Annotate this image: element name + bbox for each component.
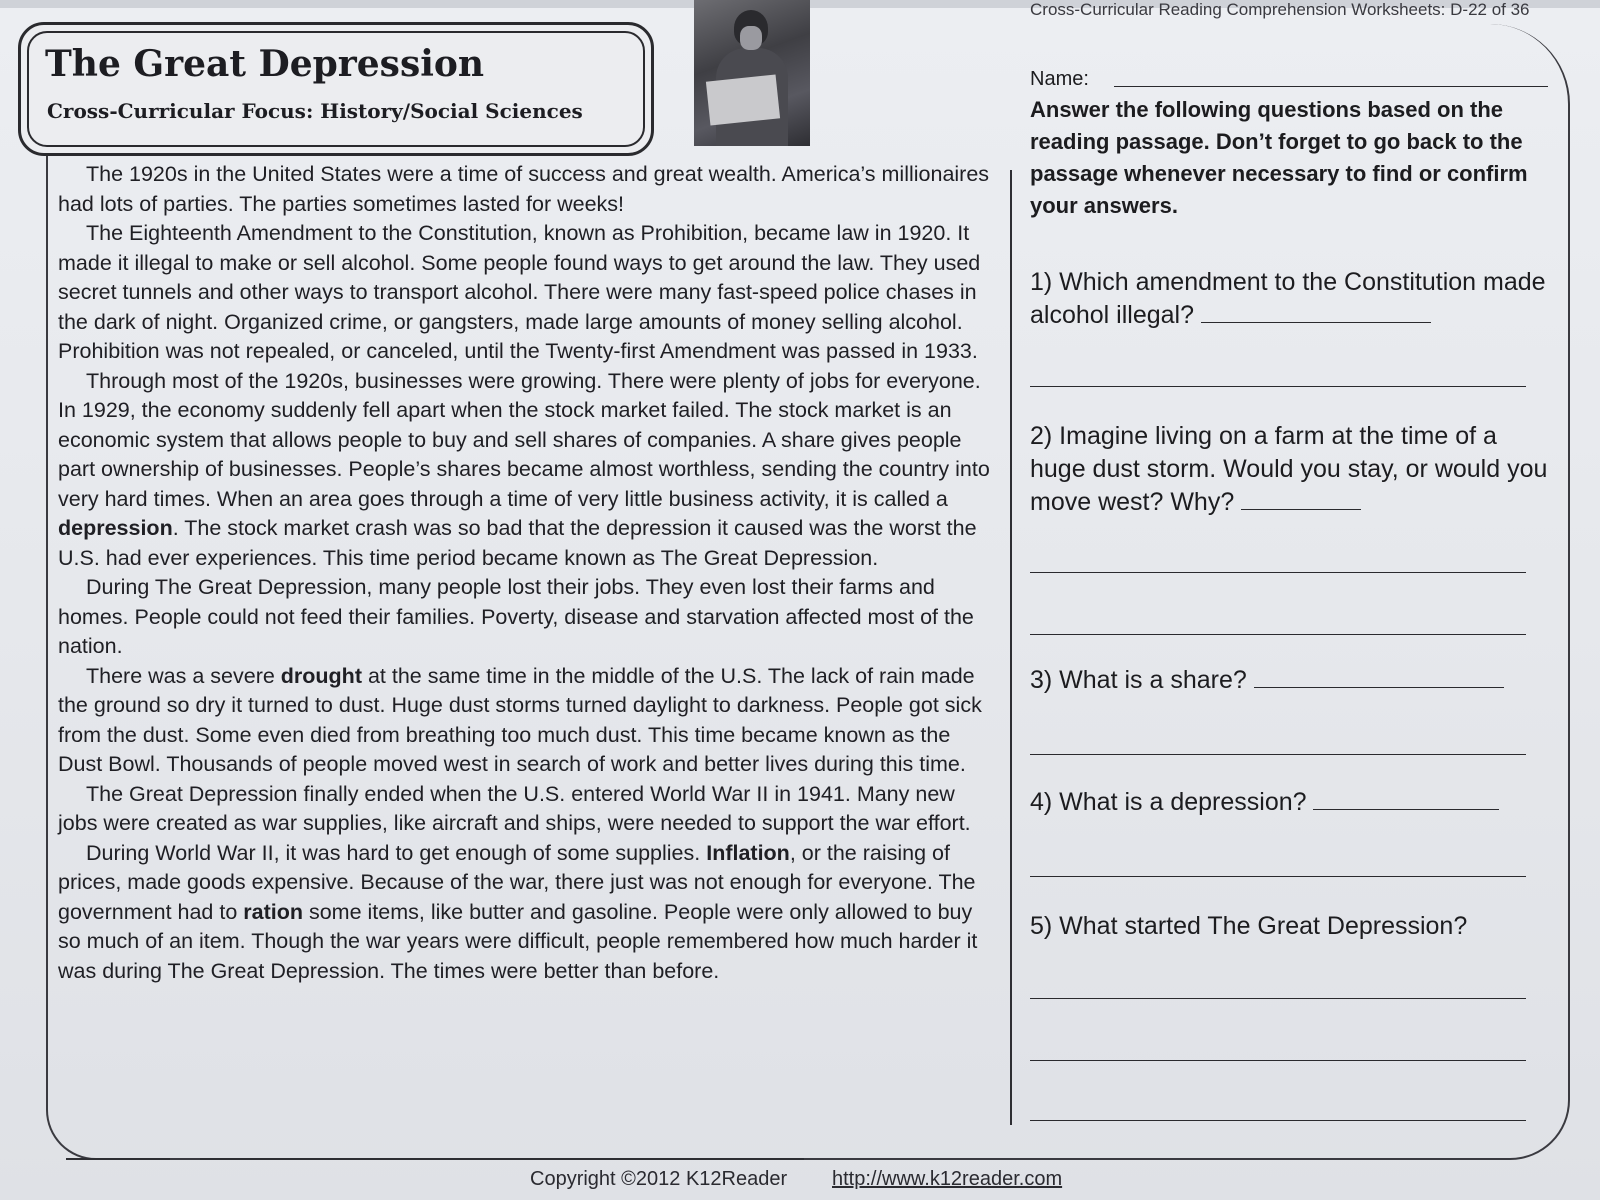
passage-text: some items, like butter and gasoline. People were only allowed to buy so much of an item. Though the war years were difficult, people remembered how much harder it was during The Great Depression. The times were better than before. xyxy=(58,899,978,983)
vocab-term: Inflation xyxy=(706,840,790,865)
passage-text: Through most of the 1920s, businesses were growing. There were plenty of jobs for everyone. In 1929, the economy suddenly fell apart when the stock market failed. The stock market is an economic system that allows people to buy and sell shares of companies. A share gives people part ownership of businesses. People’s shares became almost worthless, sending the country into very hard times. When an area goes through a time of very little business activity, it is called a xyxy=(58,368,990,511)
bottom-rule-left xyxy=(66,1158,170,1160)
answer-2-line-a[interactable] xyxy=(1030,572,1526,573)
passage-text: , or the raising of prices, made goods expensive. Because of the war, there just was not enough for everyone. The government had to xyxy=(58,840,976,924)
question-4-text: 4) What is a depression? xyxy=(1030,788,1307,816)
name-label: Name: xyxy=(1030,68,1089,90)
question-5 xyxy=(1030,910,1550,943)
answer-4-inline-line[interactable] xyxy=(1313,789,1499,810)
question-3 xyxy=(1030,664,1550,697)
column-divider xyxy=(1010,170,1012,1125)
question-3-text: 3) What is a share? xyxy=(1030,666,1247,694)
depression-era-photo xyxy=(694,0,810,146)
title-box xyxy=(18,22,654,156)
passage-text: . The stock market crash was so bad that the depression it caused was the worst the U.S. had ever experiences. This time period became known as The Great Depression. xyxy=(58,516,977,570)
photo-figure-face xyxy=(740,26,762,50)
passage-text: at the same time in the middle of the U.S. The lack of rain made the ground so dry it turned to dust. Huge dust storms turned daylight to darkness. People got sick from the dust. Some even died from breathing too much dust. This time became known as the Dust Bowl. Thousands of people moved west in search of work and better lives during this time. xyxy=(58,663,982,776)
passage-text: The Eighteenth Amendment to the Constitution, known as Prohibition, became law in 1920. It made it illegal to make or sell alcohol. Some people found ways to get around the law. They used secret tunnels and other ways to transport alcohol. There were many fast-speed police chases in the dark of night. Organized crime, or gangsters, made large amounts of money selling alcohol. Prohibition was not repealed, or canceled, until the Twenty-first Amendment was passed in 1933. xyxy=(58,221,981,363)
page-title: The Great Depression xyxy=(45,43,485,85)
passage-paragraph xyxy=(58,573,1000,662)
answer-2-inline-line[interactable] xyxy=(1241,489,1361,510)
vocab-term: drought xyxy=(280,663,362,688)
passage-paragraph xyxy=(58,839,1000,987)
footer-copyright: Copyright ©2012 K12Reader xyxy=(530,1168,788,1190)
answer-5-line-b[interactable] xyxy=(1030,1060,1526,1061)
answer-1-line[interactable] xyxy=(1030,386,1526,387)
vocab-term: ration xyxy=(243,899,303,924)
answer-3-line[interactable] xyxy=(1030,754,1526,755)
question-4 xyxy=(1030,786,1550,819)
name-row xyxy=(1030,68,1550,91)
passage-text: The Great Depression finally ended when the U.S. entered World War II in 1941. Many new jobs were created as war supplies, like aircraft and ships, were needed to support the war effort. xyxy=(58,781,971,835)
bottom-rule-middle xyxy=(200,1158,804,1160)
answer-3-inline-line[interactable] xyxy=(1254,667,1504,688)
question-1-text: 1) Which amendment to the Constitution made alcohol illegal? xyxy=(1030,268,1546,329)
vocab-term: depression xyxy=(58,516,173,540)
name-field-line[interactable] xyxy=(1114,86,1548,87)
passage-paragraph xyxy=(58,219,1000,367)
passage-text: During The Great Depression, many people lost their jobs. They even lost their farms and homes. People could not feed their families. Poverty, disease and starvation affected most of the nation. xyxy=(58,575,974,658)
passage-paragraph xyxy=(58,160,1000,219)
instructions: Answer the following questions based on the reading passage. Don’t forget to go back to the passage whenever necessary to find or confirm your answers. xyxy=(1030,97,1528,218)
answer-5-line-a[interactable] xyxy=(1030,998,1526,999)
passage-paragraph xyxy=(58,662,1000,780)
photo-figure-sign xyxy=(706,74,780,125)
worksheet-series-header: Cross-Curricular Reading Comprehension Worksheets: D-22 of 36 xyxy=(1030,0,1530,19)
answer-4-line[interactable] xyxy=(1030,876,1526,877)
passage-paragraph xyxy=(58,780,1000,839)
question-1 xyxy=(1030,266,1550,332)
footer-url[interactable]: http://www.k12reader.com xyxy=(832,1168,1063,1190)
reading-passage xyxy=(58,160,1000,986)
answer-1-inline-line[interactable] xyxy=(1201,302,1431,323)
passage-text: The 1920s in the United States were a time of success and great wealth. America’s millionaires had lots of parties. The parties sometimes lasted for weeks! xyxy=(58,162,990,216)
passage-paragraph xyxy=(58,367,1000,574)
answer-2-line-b[interactable] xyxy=(1030,634,1526,635)
page-subtitle: Cross-Curricular Focus: History/Social Sciences xyxy=(47,99,583,123)
passage-text: During World War II, it was hard to get enough of some supplies. xyxy=(86,840,707,865)
question-2-text: 2) Imagine living on a farm at the time of a huge dust storm. Would you stay, or would you move west? Why? xyxy=(1030,422,1548,516)
answer-5-line-c[interactable] xyxy=(1030,1120,1526,1121)
question-2 xyxy=(1030,420,1550,519)
passage-text: There was a severe xyxy=(86,663,281,688)
question-5-text: 5) What started The Great Depression? xyxy=(1030,912,1468,940)
